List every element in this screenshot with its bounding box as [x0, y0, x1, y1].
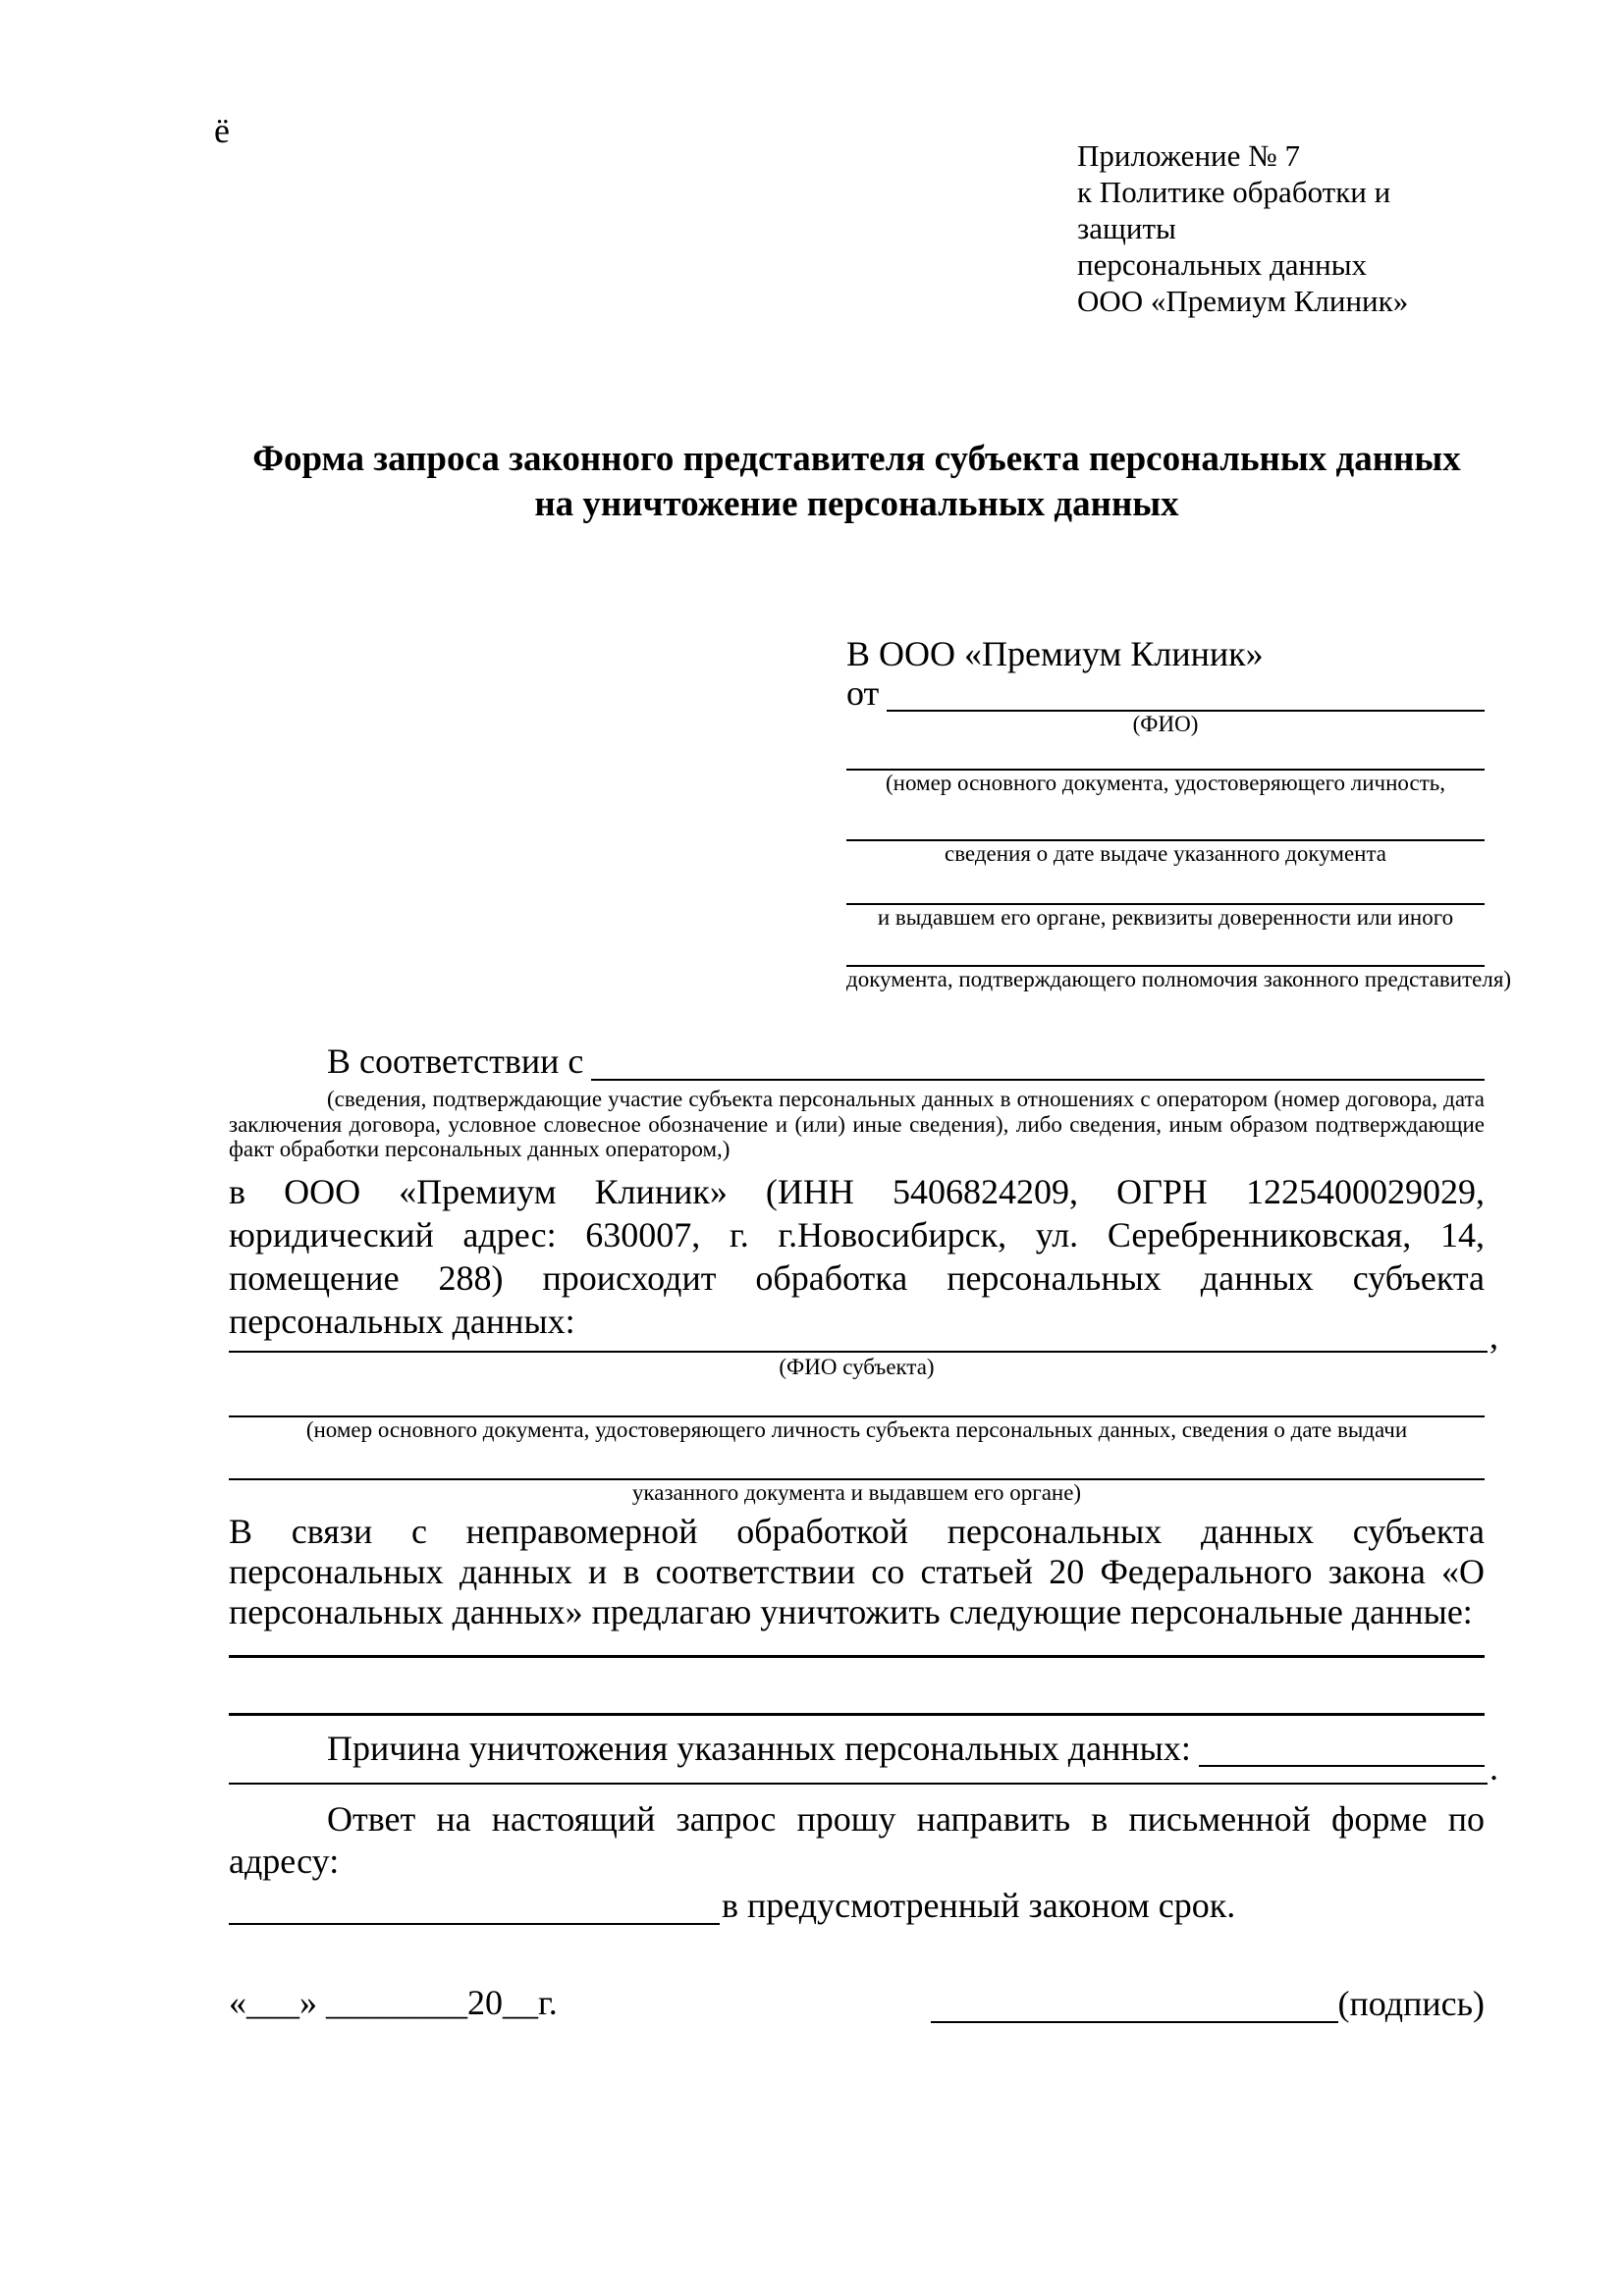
- footer-row: [229, 1982, 1485, 2023]
- fio-caption: (ФИО): [1132, 712, 1199, 736]
- doc-info-blank-line: [846, 931, 1485, 967]
- subject-fio-blank-line: [229, 1343, 1488, 1353]
- operator-paragraph: в ООО «Премиум Клиник» (ИНН 5406824209, ОГРН 1225400029029, юридический адрес: 630007, г. г.Новосибирск, ул. Серебренниковская, 14, помещение 288) происходит обработка персональных данных субъекта персональных данных:: [229, 1171, 1485, 1341]
- doc-info-blank-line: [846, 796, 1485, 841]
- appendix-line: Приложение № 7: [1077, 138, 1300, 173]
- subject-fio-field: [229, 1315, 1498, 1356]
- reason-continuation-blank-line: [229, 1767, 1488, 1785]
- subject-doc-blank-line: [229, 1443, 1485, 1480]
- reason-label: Причина уничтожения указанных персональных данных:: [327, 1728, 1191, 1768]
- accordance-label: В соответствии с: [327, 1041, 584, 1081]
- doc-info-caption: документа, подтверждающего полномочия законного представителя): [846, 967, 1512, 991]
- reason-blank-line: [1199, 1730, 1485, 1767]
- form-title-line: Форма запроса законного представителя субъекта персональных данных: [252, 439, 1461, 479]
- form-title: [229, 437, 1485, 527]
- appendix-line: ООО «Премиум Клиник»: [1077, 284, 1409, 318]
- subject-doc-caption: указанного документа и выдавшем его органе): [631, 1479, 1082, 1505]
- form-title-line: на уничтожение персональных данных: [534, 484, 1179, 524]
- stray-char: ё: [214, 111, 230, 150]
- from-blank-line: [887, 674, 1485, 712]
- reason-field: [229, 1730, 1485, 1767]
- unlawful-processing-paragraph: В связи с неправомерной обработкой персональных данных субъекта персональных данных и в соответствии со статьей 20 Федерального закона «О персональных данных» предлагаю уничтожить следующие персональные данные:: [229, 1511, 1485, 1631]
- subject-doc-blank-line: [229, 1380, 1485, 1417]
- appendix-block: [1077, 0, 1485, 319]
- appendix-line: к Политике обработки и защиты: [1077, 175, 1391, 245]
- from-field: [846, 674, 1485, 712]
- addressee-organization: В ООО «Премиум Клиник»: [846, 634, 1264, 673]
- addressee-block: [846, 633, 1512, 992]
- doc-info-blank-line: [846, 737, 1485, 771]
- period-after-line: .: [1489, 1747, 1498, 1788]
- signature-field: [931, 1984, 1485, 2023]
- doc-info-caption: сведения о дате выдаче указанного документа: [944, 841, 1387, 866]
- signature-caption: (подпись): [1337, 1983, 1485, 2023]
- response-paragraph: Ответ на настоящий запрос прошу направить в письменной форме по адресу:: [229, 1798, 1485, 1881]
- from-label: от: [846, 673, 880, 713]
- address-blank-line: [229, 1883, 720, 1925]
- response-address-field: [229, 1883, 1485, 1925]
- doc-info-caption: (номер основного документа, удостоверяющего личность,: [885, 771, 1445, 795]
- doc-info-blank-line: [846, 867, 1485, 905]
- date-field: «___» ________20__г.: [229, 1982, 558, 2022]
- data-to-destroy-blank-line: [229, 1658, 1485, 1716]
- subject-doc-caption: (номер основного документа, удостоверяющего личность субъекта персональных данных, сведения о дате выдачи: [305, 1416, 1408, 1442]
- signature-blank-line: [931, 1984, 1338, 2023]
- response-tail: в предусмотренный законом срок.: [722, 1885, 1236, 1925]
- data-to-destroy-blank-line: [229, 1632, 1485, 1658]
- accordance-blank-line: [591, 1040, 1485, 1081]
- comma-after-line: ,: [1489, 1315, 1498, 1356]
- doc-info-caption: и выдавшем его органе, реквизиты доверенности или иного: [877, 905, 1454, 930]
- accordance-note: (сведения, подтверждающие участие субъекта персональных данных в отношениях с оператором (номер договора, дата заключения договора, условное словесное обозначение и (или) иные сведения), либо сведения, иным образом подтверждающие факт обработки персональных данных оператором,): [229, 1087, 1485, 1161]
- accordance-field: [229, 1040, 1485, 1081]
- appendix-line: персональных данных: [1077, 247, 1368, 282]
- subject-fio-caption: (ФИО субъекта): [779, 1354, 935, 1379]
